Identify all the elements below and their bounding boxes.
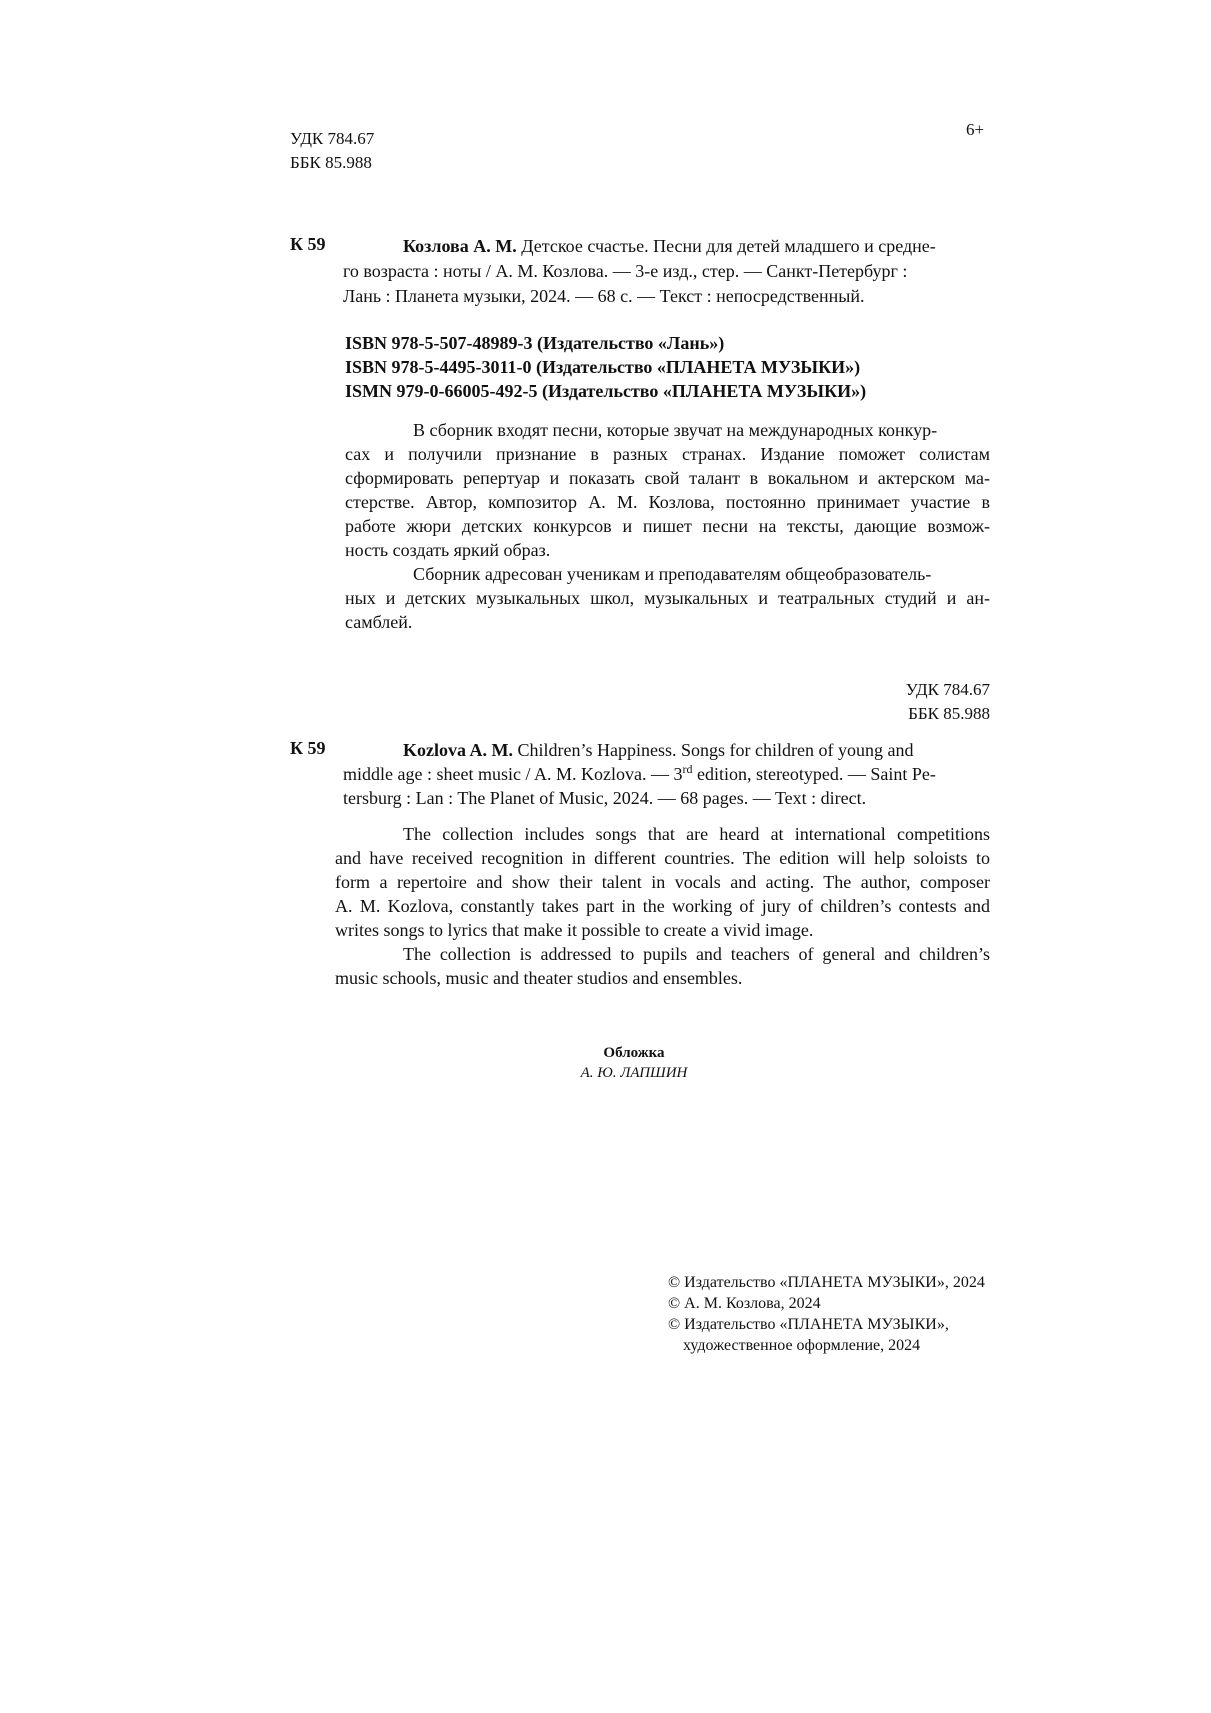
record-en-line-1 [343, 738, 983, 762]
annotation-ru-line: Сборник адресован ученикам и преподавателям общеобразователь- [413, 564, 932, 584]
copyright-line: © Издательство «ПЛАНЕТА МУЗЫКИ», [668, 1316, 949, 1333]
ordinal-superscript: rd [682, 762, 693, 776]
udk-code: УДК 784.67 [290, 129, 375, 148]
annotation-en-line: form a repertoire and show their talent in vocals and acting. The author, composer [335, 872, 990, 892]
annotation-ru-line: В сборник входят песни, которые звучат на международных конкур- [413, 420, 938, 440]
record-ru-line-3: Лань : Планета музыки, 2024. — 68 с. — Текст : непосредственный. [343, 286, 865, 306]
record-code-en: К 59 [290, 738, 326, 758]
copyright-line: © А. М. Козлова, 2024 [668, 1295, 821, 1312]
bbk-code: ББК 85.988 [908, 704, 990, 723]
classification-top [290, 127, 374, 175]
annotation-ru-line: сах и получили признание в разных странах. Издание поможет солистам [345, 444, 990, 464]
record-ru-line-1 [343, 234, 979, 259]
annotation-en-line: A. M. Kozlova, constantly takes part in the working of jury of children’s contests and [335, 896, 990, 916]
age-rating: 6+ [966, 120, 985, 139]
record-ru-title: Детское счастье. Песни для детей младшего и средне- [516, 236, 936, 256]
copyright-block [668, 1272, 985, 1356]
annotation-en-line: writes songs to lyrics that make it possible to create a vivid image. [335, 920, 814, 940]
annotation-en-line: The collection is addressed to pupils and teachers of general and children’s [403, 944, 990, 964]
bbk-code: ББК 85.988 [290, 153, 372, 172]
annotation-ru-line: сформировать репертуар и показать свой талант в вокальном и актерском ма- [345, 468, 990, 488]
annotation-ru-line: работе жюри детских конкурсов и пишет песни на тексты, дающие возмож- [345, 516, 990, 536]
record-en-author: Kozlova A. M. [403, 740, 513, 760]
annotation-ru-line: ных и детских музыкальных школ, музыкальных и театральных студий и ан- [345, 588, 990, 608]
annotation-ru [345, 418, 990, 634]
classification-en [790, 678, 990, 726]
cover-credit [534, 1043, 734, 1083]
annotation-en-line: music schools, music and theater studios and ensembles. [335, 968, 743, 988]
bibliographic-record-ru [343, 234, 979, 309]
copyright-line: © Издательство «ПЛАНЕТА МУЗЫКИ», 2024 [668, 1274, 985, 1291]
record-code-ru: К 59 [290, 234, 326, 254]
cover-credit-label: Обложка [603, 1045, 665, 1061]
record-en-title: Children’s Happiness. Songs for children of young and [513, 740, 914, 760]
isbn-planeta: ISBN 978-5-4495-3011-0 (Издательство «ПЛАНЕТА МУЗЫКИ») [345, 357, 861, 377]
annotation-ru-line: самблей. [345, 612, 413, 632]
record-ru-author: Козлова А. М. [403, 236, 517, 256]
annotation-ru-line: ность создать яркий образ. [345, 540, 551, 560]
record-ru-line-2: го возраста : ноты / А. М. Козлова. — 3-е изд., стер. — Санкт-Петербург : [343, 261, 908, 281]
record-en-line-2: middle age : sheet music / A. M. Kozlova. — 3rd edition, stereotyped. — Saint Pe- [343, 762, 936, 784]
annotation-en-line: The collection includes songs that are heard at international competitions [403, 824, 990, 844]
udk-code: УДК 784.67 [905, 680, 990, 699]
cover-credit-name: А. Ю. ЛАПШИН [580, 1065, 688, 1081]
annotation-ru-line: стерстве. Автор, композитор А. М. Козлова, постоянно принимает участие в [345, 492, 990, 512]
isbn-lan: ISBN 978-5-507-48989-3 (Издательство «Лань») [345, 333, 725, 353]
copyright-line: художественное оформление, 2024 [683, 1337, 921, 1354]
ismn-planeta: ISMN 979-0-66005-492-5 (Издательство «ПЛАНЕТА МУЗЫКИ») [345, 381, 867, 401]
annotation-en [335, 822, 990, 990]
isbn-block [345, 331, 866, 403]
annotation-en-line: and have received recognition in different countries. The edition will help soloists to [335, 848, 990, 868]
bibliographic-record-en [343, 738, 983, 810]
record-en-line-3: tersburg : Lan : The Planet of Music, 2024. — 68 pages. — Text : direct. [343, 788, 867, 808]
